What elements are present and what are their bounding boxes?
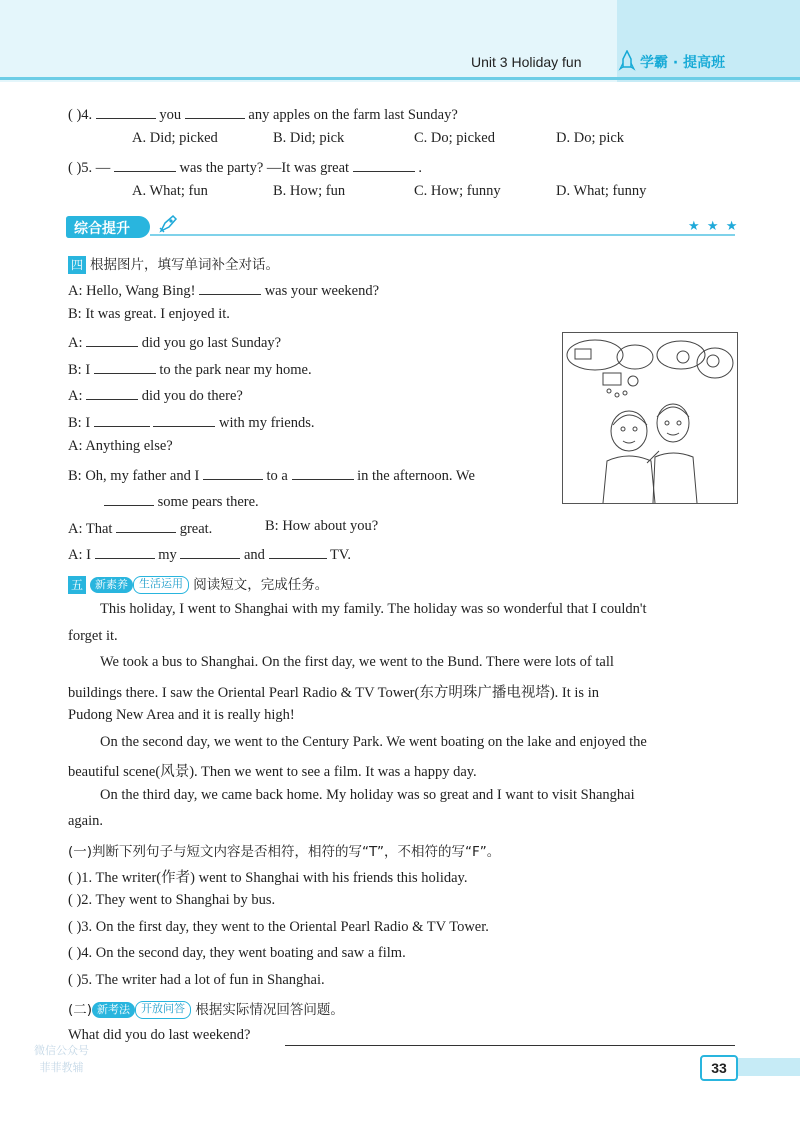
- mc-option[interactable]: B. Did; pick: [273, 130, 345, 146]
- answer-blank[interactable]: [86, 385, 138, 400]
- answer-blank[interactable]: [114, 157, 176, 172]
- rocket-icon: [618, 50, 636, 79]
- answer-blank[interactable]: [180, 544, 240, 559]
- part4-heading: 四 根据图片，填写单词补全对话。: [68, 253, 279, 274]
- tf-item[interactable]: ( )3. On the first day, they went to the Oriental Pearl Radio & TV Tower.: [68, 919, 489, 935]
- difficulty-stars: ★ ★ ★: [688, 218, 740, 233]
- dialogue-line: some pears there.: [104, 491, 259, 511]
- dialogue-line: B: I with my friends.: [68, 412, 314, 432]
- part5-heading: 五 新素养 生活运用 阅读短文，完成任务。: [68, 573, 328, 594]
- answer-line[interactable]: [285, 1045, 735, 1046]
- answer-blank[interactable]: [353, 157, 415, 172]
- answer-blank[interactable]: [104, 491, 154, 506]
- section-rule: [150, 234, 735, 236]
- passage-line: We took a bus to Shanghai. On the first day, we went to the Bund. There were lots of tall: [100, 654, 614, 670]
- passage-line: On the third day, we came back home. My holiday was so great and I want to visit Shanghai: [100, 787, 635, 803]
- mc-option[interactable]: C. How; funny: [414, 183, 501, 199]
- dialogue-line: B: Oh, my father and I to a in the afternoon. We: [68, 465, 475, 485]
- tf-item[interactable]: ( )2. They went to Shanghai by bus.: [68, 892, 276, 908]
- dialogue-line: A: I my and TV.: [68, 544, 351, 564]
- dialogue-line: B: It was great. I enjoyed it.: [68, 306, 230, 322]
- mc-question-5: ( )5. — was the party? —It was great .: [68, 157, 422, 177]
- mc-option[interactable]: A. What; fun: [132, 183, 208, 199]
- mc-option[interactable]: D. Do; pick: [556, 130, 625, 146]
- tag-open-question: 开放问答: [135, 1001, 191, 1019]
- passage-line: This holiday, I went to Shanghai with my family. The holiday was so wonderful that I couldn't: [100, 601, 647, 617]
- page-number: 33: [700, 1055, 738, 1081]
- answer-blank[interactable]: [94, 412, 150, 427]
- part4-badge: 四: [68, 256, 86, 274]
- mc-option[interactable]: B. How; fun: [273, 183, 346, 199]
- tf-item[interactable]: ( )1. The writer(作者) went to Shanghai with his friends this holiday.: [68, 870, 468, 886]
- tf-item[interactable]: ( )4. On the second day, they went boating and saw a film.: [68, 945, 406, 961]
- dialogue-line: B: How about you?: [265, 518, 379, 534]
- task1-instruction: (一)判断下列句子与短文内容是否相符，相符的写“T”，不相符的写“F”。: [68, 844, 501, 860]
- answer-blank[interactable]: [86, 332, 138, 347]
- passage-line: buildings there. I saw the Oriental Pearl Radio & TV Tower(东方明珠广播电视塔). It is in: [68, 685, 599, 701]
- answer-blank[interactable]: [95, 544, 155, 559]
- dialogue-line: A: Anything else?: [68, 438, 173, 454]
- part5-badge: 五: [68, 576, 86, 594]
- dialogue-line: A: Hello, Wang Bing! was your weekend?: [68, 280, 379, 300]
- answer-blank[interactable]: [153, 412, 215, 427]
- brand-label: 学霸 · 提高班: [640, 55, 726, 71]
- tag-new-method: 新考法: [92, 1002, 135, 1018]
- answer-blank[interactable]: [292, 465, 354, 480]
- passage-line: On the second day, we went to the Century Park. We went boating on the lake and enjoyed the: [100, 734, 647, 750]
- tf-item[interactable]: ( )5. The writer had a lot of fun in Shanghai.: [68, 972, 325, 988]
- passage-line: forget it.: [68, 628, 118, 644]
- passage-line: beautiful scene(风景). Then we went to see a film. It was a happy day.: [68, 764, 477, 780]
- answer-blank[interactable]: [96, 104, 156, 119]
- open-question: What did you do last weekend?: [68, 1027, 251, 1043]
- unit-title: Unit 3 Holiday fun: [471, 54, 582, 70]
- task2-heading: (二) 新考法 开放问答 根据实际情况回答问题。: [68, 1002, 344, 1018]
- answer-blank[interactable]: [185, 104, 245, 119]
- mc-option[interactable]: C. Do; picked: [414, 130, 495, 146]
- tag-life-application: 生活运用: [133, 576, 189, 594]
- dialogue-line: A: did you go last Sunday?: [68, 332, 281, 352]
- mc-option[interactable]: A. Did; picked: [132, 130, 218, 146]
- page-number-bar: [736, 1058, 800, 1076]
- answer-blank[interactable]: [269, 544, 327, 559]
- dialogue-illustration: [562, 332, 738, 504]
- answer-blank[interactable]: [94, 359, 156, 374]
- answer-blank[interactable]: [116, 518, 176, 533]
- answer-blank[interactable]: [203, 465, 263, 480]
- dialogue-line: A: did you do there?: [68, 385, 243, 405]
- section-title: 综合提升: [74, 221, 130, 237]
- tag-new-literacy: 新素养: [90, 577, 133, 593]
- header-rule: [0, 77, 800, 80]
- passage-line: Pudong New Area and it is really high!: [68, 707, 295, 723]
- dialogue-line: A: That great.: [68, 518, 212, 538]
- dialogue-line: B: I to the park near my home.: [68, 359, 312, 379]
- watermark: 微信公众号 菲菲教辅: [34, 1044, 89, 1074]
- answer-blank[interactable]: [199, 280, 261, 295]
- mc-question-4: ( )4. you any apples on the farm last Sunday?: [68, 104, 458, 124]
- mc-option[interactable]: D. What; funny: [556, 183, 647, 199]
- passage-line: again.: [68, 813, 104, 829]
